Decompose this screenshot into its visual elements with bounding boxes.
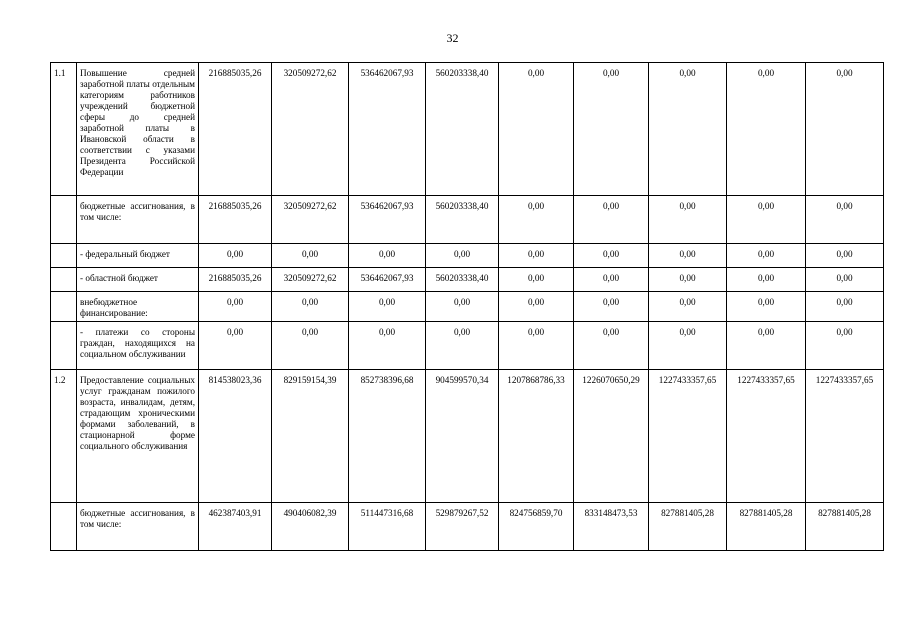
value-cell: 0,00 xyxy=(806,63,884,196)
value-cell: 0,00 xyxy=(727,292,806,322)
value-cell: 511447316,68 xyxy=(349,503,426,551)
value-cell: 0,00 xyxy=(574,322,649,370)
value-cell: 0,00 xyxy=(574,63,649,196)
value-cell: 560203338,40 xyxy=(426,63,499,196)
value-cell: 560203338,40 xyxy=(426,268,499,292)
value-cell: 0,00 xyxy=(199,292,272,322)
table-row xyxy=(51,370,884,503)
row-number xyxy=(51,503,77,551)
value-cell: 536462067,93 xyxy=(349,268,426,292)
value-cell: 824756859,70 xyxy=(499,503,574,551)
value-cell: 1227433357,65 xyxy=(649,370,727,503)
value-cell: 216885035,26 xyxy=(199,268,272,292)
row-description: бюджетные ассигнования, в том числе: xyxy=(77,196,199,244)
value-cell: 462387403,91 xyxy=(199,503,272,551)
table-row xyxy=(51,244,884,268)
value-cell: 0,00 xyxy=(426,244,499,268)
value-cell: 0,00 xyxy=(649,292,727,322)
row-number xyxy=(51,292,77,322)
table-row xyxy=(51,292,884,322)
value-cell: 0,00 xyxy=(727,322,806,370)
row-description: - областной бюджет xyxy=(77,268,199,292)
value-cell: 320509272,62 xyxy=(272,268,349,292)
value-cell: 216885035,26 xyxy=(199,63,272,196)
value-cell: 536462067,93 xyxy=(349,196,426,244)
value-cell: 0,00 xyxy=(649,244,727,268)
table-row xyxy=(51,322,884,370)
value-cell: 0,00 xyxy=(426,322,499,370)
row-number: 1.2 xyxy=(51,370,77,503)
value-cell: 0,00 xyxy=(272,322,349,370)
value-cell: 0,00 xyxy=(649,63,727,196)
value-cell: 0,00 xyxy=(349,244,426,268)
value-cell: 1227433357,65 xyxy=(806,370,884,503)
value-cell: 0,00 xyxy=(499,268,574,292)
value-cell: 0,00 xyxy=(426,292,499,322)
value-cell: 0,00 xyxy=(574,268,649,292)
value-cell: 216885035,26 xyxy=(199,196,272,244)
value-cell: 0,00 xyxy=(649,322,727,370)
value-cell: 0,00 xyxy=(349,322,426,370)
value-cell: 0,00 xyxy=(727,63,806,196)
row-number xyxy=(51,268,77,292)
value-cell: 0,00 xyxy=(649,268,727,292)
value-cell: 0,00 xyxy=(199,322,272,370)
table-body xyxy=(51,63,884,551)
value-cell: 0,00 xyxy=(349,292,426,322)
row-number: 1.1 xyxy=(51,63,77,196)
value-cell: 852738396,68 xyxy=(349,370,426,503)
value-cell: 827881405,28 xyxy=(649,503,727,551)
row-number xyxy=(51,322,77,370)
row-description: бюджетные ассигнования, в том числе: xyxy=(77,503,199,551)
value-cell: 827881405,28 xyxy=(727,503,806,551)
value-cell: 0,00 xyxy=(499,292,574,322)
value-cell: 0,00 xyxy=(499,196,574,244)
value-cell: 0,00 xyxy=(806,292,884,322)
table-row xyxy=(51,63,884,196)
value-cell: 0,00 xyxy=(499,63,574,196)
value-cell: 1207868786,33 xyxy=(499,370,574,503)
value-cell: 833148473,53 xyxy=(574,503,649,551)
table-row xyxy=(51,503,884,551)
row-description: Предоставление социальных услуг гражданам пожилого возраста, инвалидам, детям, страдающим хроническими формами заболеваний, в стационарной форме социального обслуживания xyxy=(77,370,199,503)
value-cell: 827881405,28 xyxy=(806,503,884,551)
value-cell: 536462067,93 xyxy=(349,63,426,196)
value-cell: 490406082,39 xyxy=(272,503,349,551)
row-description: - федеральный бюджет xyxy=(77,244,199,268)
value-cell: 0,00 xyxy=(272,292,349,322)
value-cell: 0,00 xyxy=(727,244,806,268)
value-cell: 0,00 xyxy=(806,196,884,244)
value-cell: 904599570,34 xyxy=(426,370,499,503)
value-cell: 0,00 xyxy=(574,244,649,268)
value-cell: 0,00 xyxy=(649,196,727,244)
page-number: 32 xyxy=(446,31,459,45)
value-cell: 829159154,39 xyxy=(272,370,349,503)
value-cell: 0,00 xyxy=(806,244,884,268)
value-cell: 0,00 xyxy=(499,322,574,370)
value-cell: 1227433357,65 xyxy=(727,370,806,503)
row-number xyxy=(51,196,77,244)
value-cell: 0,00 xyxy=(806,322,884,370)
value-cell: 320509272,62 xyxy=(272,63,349,196)
value-cell: 814538023,36 xyxy=(199,370,272,503)
value-cell: 0,00 xyxy=(574,292,649,322)
row-description: - платежи со стороны граждан, находящихся на социальном обслуживании xyxy=(77,322,199,370)
table-row xyxy=(51,268,884,292)
value-cell: 0,00 xyxy=(727,196,806,244)
value-cell: 0,00 xyxy=(199,244,272,268)
value-cell: 1226070650,29 xyxy=(574,370,649,503)
value-cell: 0,00 xyxy=(574,196,649,244)
budget-table xyxy=(50,62,884,551)
table-row xyxy=(51,196,884,244)
value-cell: 0,00 xyxy=(272,244,349,268)
row-description: внебюджетное финансирование: xyxy=(77,292,199,322)
value-cell: 0,00 xyxy=(727,268,806,292)
value-cell: 0,00 xyxy=(499,244,574,268)
value-cell: 560203338,40 xyxy=(426,196,499,244)
row-number xyxy=(51,244,77,268)
row-description: Повышение средней заработной платы отдельным категориям работников учреждений бюджетной сферы до средней заработной платы в Ивановской области в соответствии с указами Президента Российской Федерации xyxy=(77,63,199,196)
value-cell: 0,00 xyxy=(806,268,884,292)
value-cell: 320509272,62 xyxy=(272,196,349,244)
value-cell: 529879267,52 xyxy=(426,503,499,551)
